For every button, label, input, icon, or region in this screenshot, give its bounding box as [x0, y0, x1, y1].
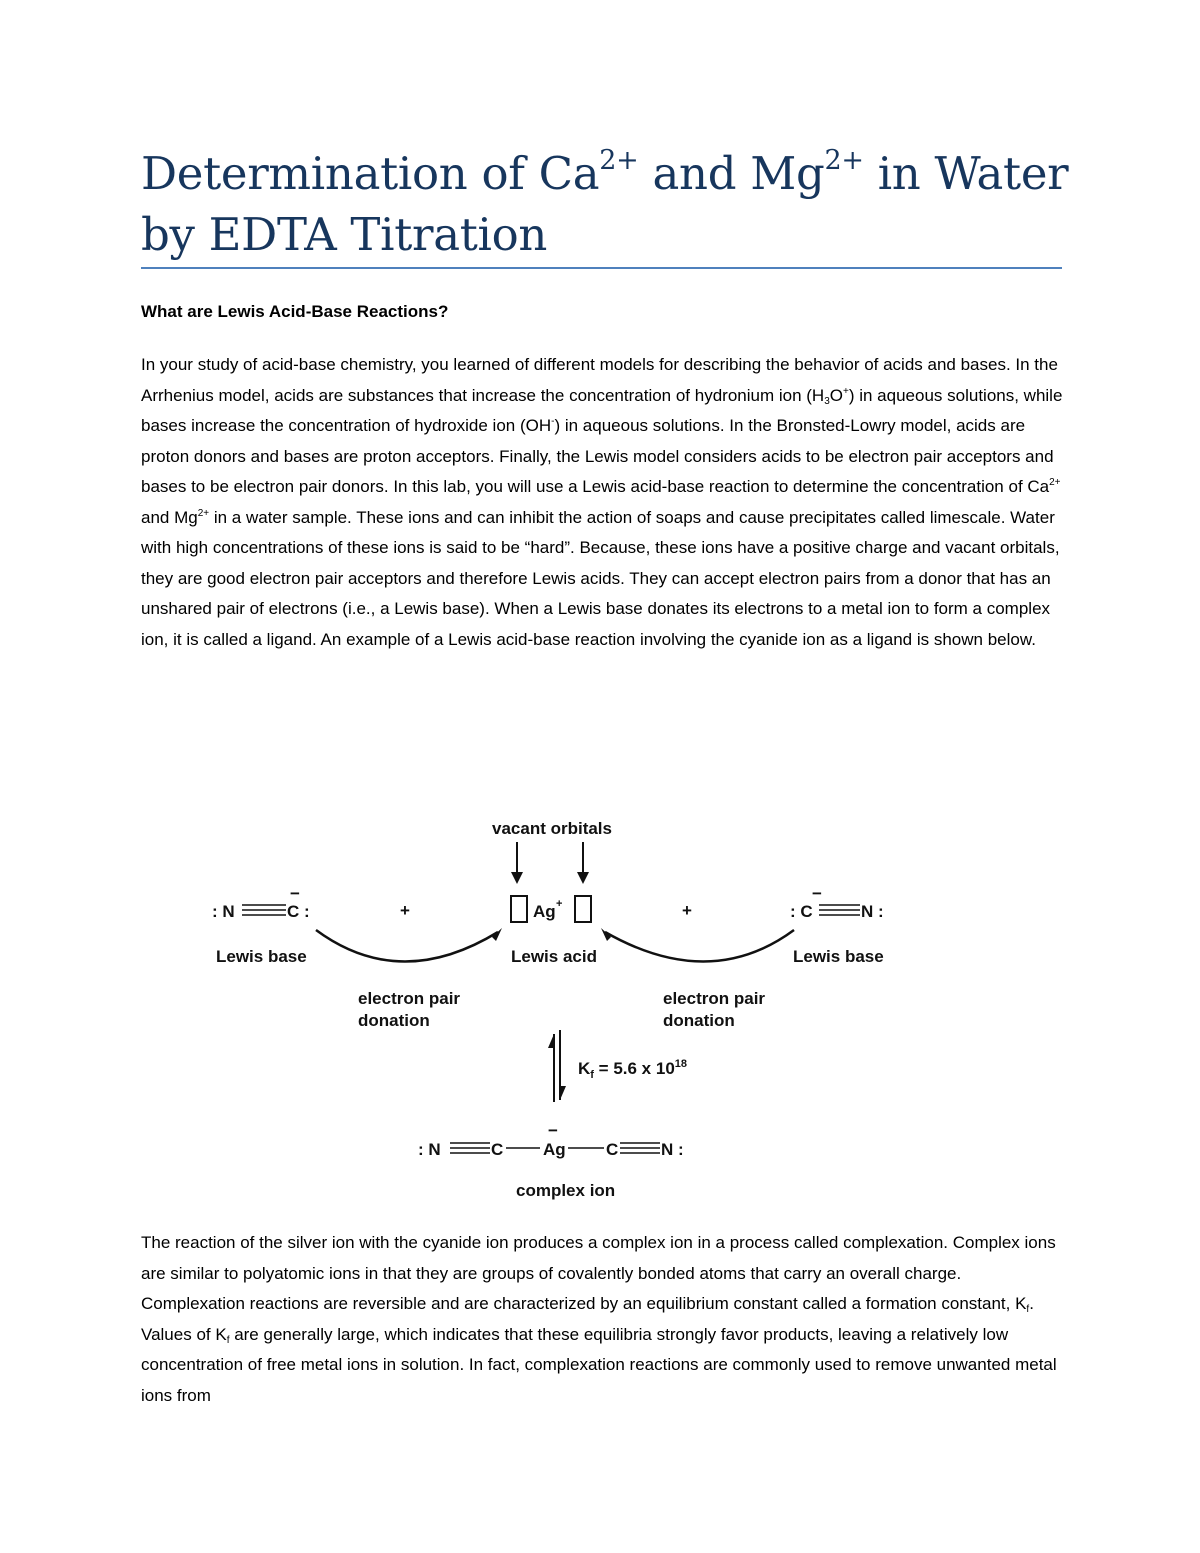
complex-c-left: C — [491, 1140, 504, 1159]
paragraph-lewis-models — [141, 350, 1066, 655]
lewis-reaction-figure — [200, 812, 920, 1212]
title-text-1: Determination of Ca — [141, 147, 600, 200]
vacant-orbitals-label: vacant orbitals — [492, 819, 612, 838]
section-heading: What are Lewis Acid-Base Reactions? — [141, 302, 449, 321]
p1-sup-plus: + — [843, 385, 849, 397]
donation-label-right: donation — [663, 1011, 735, 1030]
title-superscript-mg: 2+ — [824, 145, 864, 176]
donation-label-left: donation — [358, 1011, 430, 1030]
complex-silver: Ag — [543, 1140, 566, 1159]
lewis-base-left-label: Lewis base — [216, 947, 307, 966]
p2-text-2: . Values of K — [141, 1294, 1034, 1344]
complex-charge: − — [548, 1121, 558, 1140]
donation-arrow-right — [605, 930, 794, 962]
p1-text-2: O — [829, 385, 843, 405]
p1-text-6: in a water sample. These ions and can inhibit the action of soaps and cause precipitates called limescale. Water with high concentrations of these ions is said to be “hard”. Because, these ions have a positive charge and vacant orbitals, they are good electron pair acceptors and therefore Lewis acids. They can accept electron pairs from a donor that has an unshared pair of electrons (i.e., a Lewis base). When a Lewis base donates its electrons to a metal ion to form a complex ion, it is called a ligand. An example of a Lewis acid-base reaction involving the cyanide ion as a ligand is shown below. — [141, 507, 1060, 649]
equilibrium-arrows — [548, 1030, 566, 1102]
formation-constant: $K_f = 5.6$ x $10^{18}$ — [578, 1058, 688, 1081]
plus-right: + — [682, 901, 692, 920]
electron-pair-label-right: electron pair — [663, 989, 766, 1008]
paragraph-complexation — [141, 1228, 1066, 1411]
complex-c-right: C — [606, 1140, 619, 1159]
reaction-diagram — [200, 812, 920, 1212]
right-cyanide-n: N : — [861, 902, 884, 921]
electron-pair-label-left: electron pair — [358, 989, 461, 1008]
complex-triple-bond-right — [620, 1143, 660, 1153]
p1-text-4: ) in aqueous solutions. In the Bronsted-Lowry model, acids are proton donors and bases are proton acceptors. Finally, the Lewis model considers acids to be electron pair acceptors and bases to be electron pair donors. In this lab, you will use a Lewis acid-base reaction to determine the concentration of Ca — [141, 416, 1054, 496]
document-title — [141, 143, 1071, 265]
p1-sub-3: 3 — [824, 395, 830, 407]
p1-sup-ca: 2+ — [1049, 477, 1061, 488]
left-cyanide-charge: − — [290, 884, 300, 903]
right-cyanide-c: : C — [790, 902, 813, 921]
p2-sub-f1: f — [1026, 1304, 1030, 1315]
silver-ion: Ag — [533, 902, 556, 921]
lewis-acid-label: Lewis acid — [511, 947, 597, 966]
left-triple-bond — [242, 905, 286, 915]
left-cyanide-c: C : — [287, 902, 310, 921]
complex-n-left: : N — [418, 1140, 441, 1159]
p1-text-1: In your study of acid-base chemistry, you learned of different models for describing the behavior of acids and bases. In the Arrhenius model, acids are substances that increase the concentration of hydronium ion (H — [141, 355, 1058, 405]
title-text-3: in Water by EDTA Titration — [141, 147, 1069, 261]
donation-arrow-left — [316, 930, 498, 962]
vacant-orbital-arrowhead-left — [511, 872, 523, 884]
plus-left: + — [400, 901, 410, 920]
left-cyanide-n: : N — [212, 902, 235, 921]
title-underline — [141, 267, 1062, 269]
p2-text-3: are generally large, which indicates that these equilibria strongly favor products, leaving a relatively low concentration of free metal ions in solution. In fact, complexation reactions are commonly used to remove unwanted metal ions from — [141, 1324, 1057, 1405]
vacant-orbital-arrowhead-right — [577, 872, 589, 884]
p1-text-3: ) in aqueous solutions, while bases increase the concentration of hydroxide ion (OH — [141, 385, 1063, 435]
silver-ion-charge: + — [556, 898, 563, 910]
p1-sup-minus: - — [551, 416, 555, 427]
p1-sup-mg: 2+ — [197, 507, 210, 519]
complex-triple-bond-left — [450, 1143, 490, 1153]
right-cyanide-charge: − — [812, 884, 822, 903]
complex-n-right: N : — [661, 1140, 684, 1159]
p2-sub-f2: f — [226, 1334, 230, 1346]
p1-text-5: and Mg — [141, 507, 198, 527]
complex-ion-label: complex ion — [516, 1181, 616, 1200]
vacant-orbital-box-left — [511, 896, 527, 922]
title-superscript-ca: 2+ — [599, 145, 639, 176]
lewis-base-right-label: Lewis base — [793, 947, 884, 966]
title-text-2: and Mg — [638, 147, 825, 200]
vacant-orbital-box-right — [575, 896, 591, 922]
right-triple-bond — [819, 905, 860, 915]
p2-text-1: The reaction of the silver ion with the cyanide ion produces a complex ion in a process called complexation. Complex ions are similar to polyatomic ions in that they are groups of covalently bonded atoms that carry an overall charge. Complexation reactions are reversible and are characterized by an equilibrium constant called a formation constant, K — [141, 1233, 1056, 1313]
